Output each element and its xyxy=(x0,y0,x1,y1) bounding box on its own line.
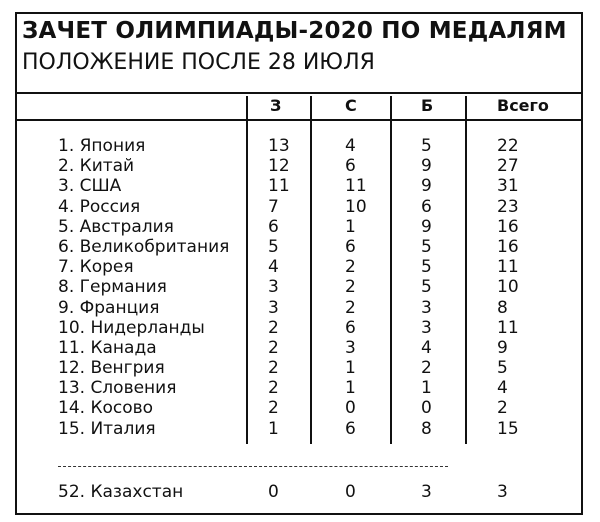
country-name: 3. США xyxy=(58,176,122,197)
gold-count: 4 xyxy=(268,257,279,278)
table-row xyxy=(0,197,600,217)
bronze-count: 3 xyxy=(421,317,432,338)
silver-count: 10 xyxy=(345,196,367,217)
total-count: 31 xyxy=(497,176,519,197)
country-name: 6. Великобритания xyxy=(58,236,230,257)
silver-count: 3 xyxy=(345,337,356,358)
silver-count: 6 xyxy=(345,317,356,338)
bronze-count: 3 xyxy=(421,482,432,502)
total-count: 9 xyxy=(497,337,508,358)
column-header-silver: С xyxy=(345,96,357,115)
silver-count: 0 xyxy=(345,482,356,502)
gold-count: 12 xyxy=(268,156,290,177)
table-row xyxy=(0,217,600,237)
silver-count: 4 xyxy=(345,136,356,156)
total-count: 23 xyxy=(497,196,519,217)
column-header-total: Всего xyxy=(497,96,549,115)
gold-count: 7 xyxy=(268,196,279,217)
country-name: 15. Италия xyxy=(58,418,156,439)
header-divider-bottom xyxy=(15,119,583,121)
bronze-count: 3 xyxy=(421,297,432,318)
bronze-count: 1 xyxy=(421,378,432,399)
gold-count: 2 xyxy=(268,337,279,358)
table-row xyxy=(0,318,600,338)
table-row xyxy=(0,338,600,358)
table-row xyxy=(0,237,600,257)
medal-table-body xyxy=(0,136,600,439)
gold-count: 2 xyxy=(268,358,279,379)
page-subtitle: ПОЛОЖЕНИЕ ПОСЛЕ 28 ИЮЛЯ xyxy=(22,50,375,75)
bronze-count: 2 xyxy=(421,358,432,379)
total-count: 3 xyxy=(497,482,508,502)
bronze-count: 5 xyxy=(421,236,432,257)
country-name: 2. Китай xyxy=(58,156,135,177)
total-count: 27 xyxy=(497,156,519,177)
total-count: 2 xyxy=(497,398,508,419)
table-row xyxy=(0,136,600,156)
silver-count: 6 xyxy=(345,236,356,257)
country-name: 5. Австралия xyxy=(58,216,174,237)
bronze-count: 5 xyxy=(421,257,432,278)
country-name: 14. Косово xyxy=(58,398,154,419)
gold-count: 5 xyxy=(268,236,279,257)
silver-count: 11 xyxy=(345,176,367,197)
gold-count: 0 xyxy=(268,482,279,502)
total-count: 8 xyxy=(497,297,508,318)
country-name: 8. Германия xyxy=(58,277,167,298)
table-row xyxy=(0,156,600,176)
country-name: 1. Япония xyxy=(58,136,146,156)
country-name: 4. Россия xyxy=(58,196,141,217)
table-row xyxy=(0,277,600,297)
table-row xyxy=(0,419,600,439)
country-name: 10. Нидерланды xyxy=(58,317,205,338)
header-divider-top xyxy=(15,92,583,94)
total-count: 11 xyxy=(497,317,519,338)
total-count: 5 xyxy=(497,358,508,379)
total-count: 16 xyxy=(497,236,519,257)
gold-count: 13 xyxy=(268,136,290,156)
silver-count: 2 xyxy=(345,297,356,318)
silver-count: 2 xyxy=(345,257,356,278)
country-name: 13. Словения xyxy=(58,378,177,399)
bronze-count: 0 xyxy=(421,398,432,419)
bronze-count: 8 xyxy=(421,418,432,439)
bronze-count: 6 xyxy=(421,196,432,217)
bronze-count: 5 xyxy=(421,277,432,298)
gold-count: 2 xyxy=(268,378,279,399)
country-name: 52. Казахстан xyxy=(58,482,184,502)
country-name: 11. Канада xyxy=(58,337,157,358)
total-count: 4 xyxy=(497,378,508,399)
dashed-separator xyxy=(58,466,448,467)
total-count: 10 xyxy=(497,277,519,298)
gold-count: 2 xyxy=(268,317,279,338)
total-count: 22 xyxy=(497,136,519,156)
silver-count: 6 xyxy=(345,156,356,177)
table-row-kazakhstan xyxy=(0,482,600,502)
country-name: 9. Франция xyxy=(58,297,160,318)
silver-count: 1 xyxy=(345,378,356,399)
gold-count: 11 xyxy=(268,176,290,197)
gold-count: 6 xyxy=(268,216,279,237)
silver-count: 2 xyxy=(345,277,356,298)
column-header-bronze: Б xyxy=(421,96,434,115)
total-count: 16 xyxy=(497,216,519,237)
gold-count: 2 xyxy=(268,398,279,419)
silver-count: 1 xyxy=(345,358,356,379)
bronze-count: 4 xyxy=(421,337,432,358)
bronze-count: 9 xyxy=(421,176,432,197)
bronze-count: 9 xyxy=(421,216,432,237)
country-name: 12. Венгрия xyxy=(58,358,165,379)
bronze-count: 5 xyxy=(421,136,432,156)
column-header-gold: З xyxy=(270,96,282,115)
country-name: 7. Корея xyxy=(58,257,134,278)
table-row xyxy=(0,298,600,318)
bronze-count: 9 xyxy=(421,156,432,177)
table-row xyxy=(0,398,600,418)
table-row xyxy=(0,358,600,378)
silver-count: 1 xyxy=(345,216,356,237)
table-row xyxy=(0,378,600,398)
table-row xyxy=(0,176,600,196)
silver-count: 6 xyxy=(345,418,356,439)
silver-count: 0 xyxy=(345,398,356,419)
gold-count: 3 xyxy=(268,297,279,318)
total-count: 15 xyxy=(497,418,519,439)
gold-count: 3 xyxy=(268,277,279,298)
table-row xyxy=(0,257,600,277)
gold-count: 1 xyxy=(268,418,279,439)
page-title: ЗАЧЕТ ОЛИМПИАДЫ-2020 ПО МЕДАЛЯМ xyxy=(22,18,567,44)
total-count: 11 xyxy=(497,257,519,278)
